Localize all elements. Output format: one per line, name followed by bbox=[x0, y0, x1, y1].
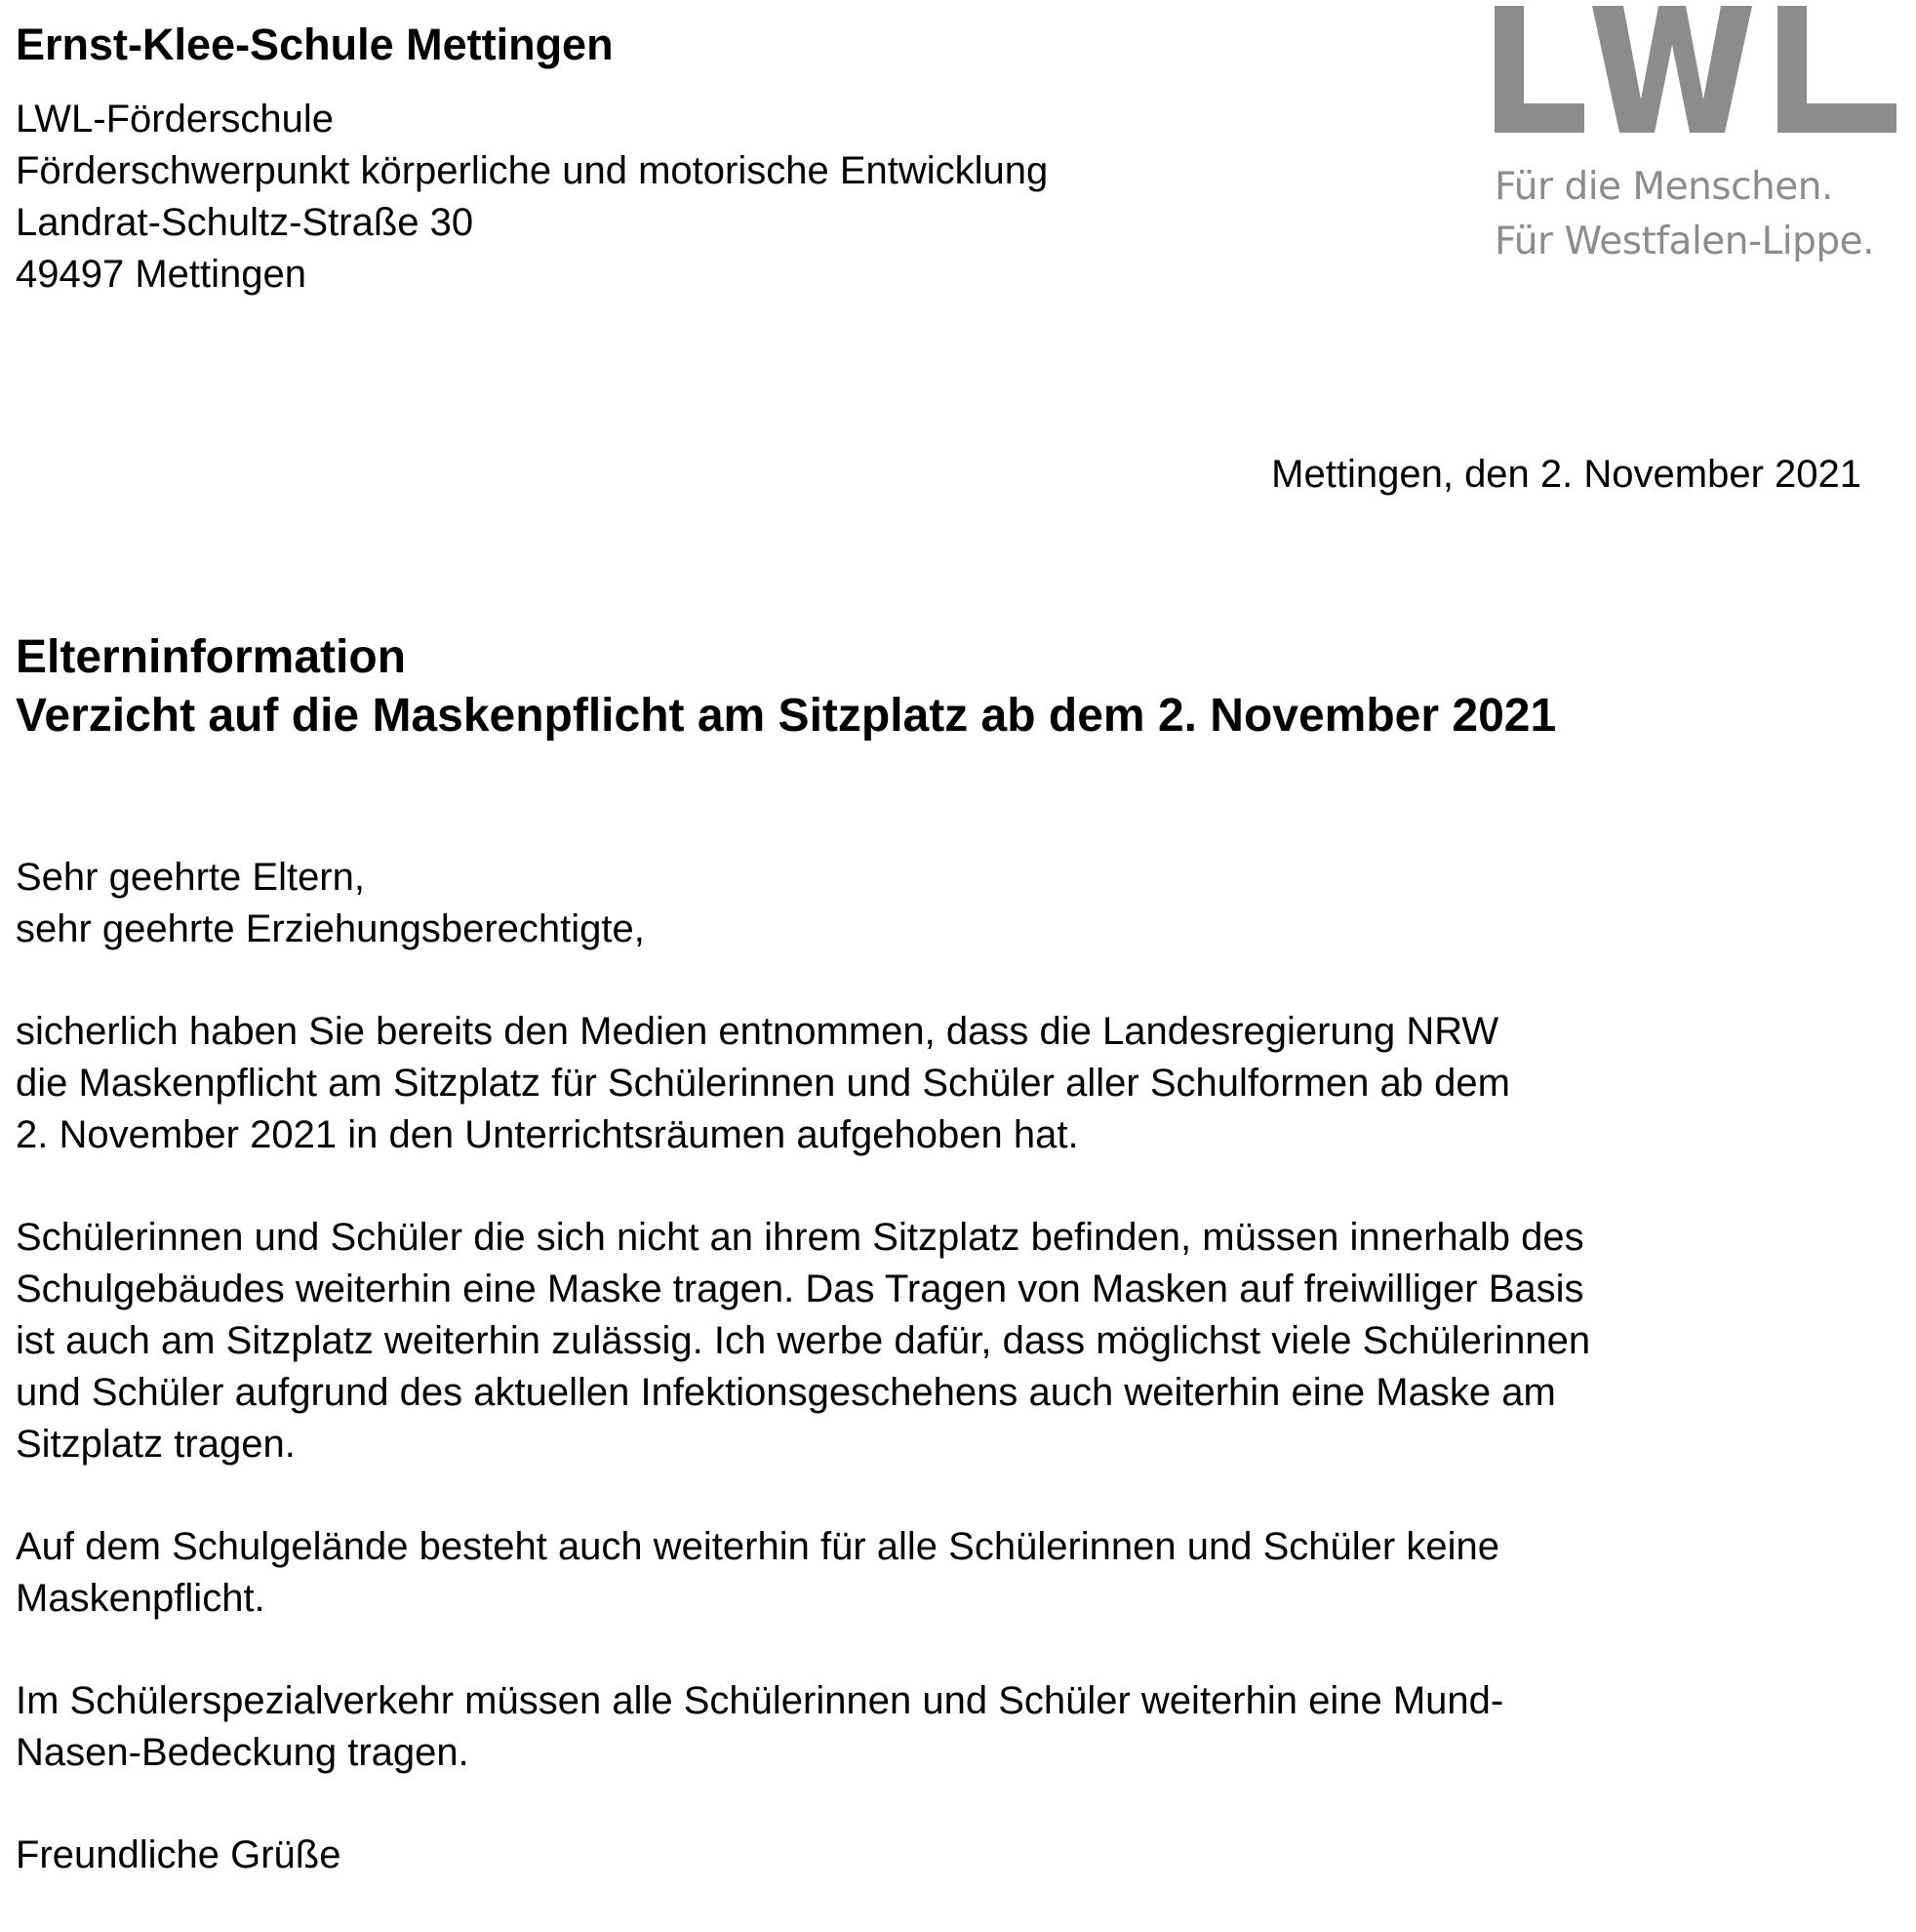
subject-block bbox=[16, 628, 1869, 745]
body-line: Schülerinnen und Schüler die sich nicht an ihrem Sitzplatz befinden, müssen innerhalb des bbox=[16, 1216, 1584, 1259]
body-line: Nasen-Bedeckung tragen. bbox=[16, 1731, 469, 1774]
lwl-wordmark-logo bbox=[1495, 6, 1896, 133]
subject-title: Elterninformation bbox=[16, 631, 407, 683]
body-line: und Schüler aufgrund des aktuellen Infektionsgeschehens auch weiterhin eine Maske am bbox=[16, 1371, 1556, 1414]
body-line: 2. November 2021 in den Unterrichtsräumen aufgehoben hat. bbox=[16, 1113, 1079, 1156]
body-paragraph bbox=[16, 1006, 1869, 1161]
body-line: Auf dem Schulgelände besteht auch weiterhin für alle Schülerinnen und Schüler keine bbox=[16, 1525, 1499, 1568]
body-line: Sitzplatz tragen. bbox=[16, 1423, 296, 1466]
address-line: LWL-Förderschule bbox=[16, 98, 335, 141]
address-line: 49497 Mettingen bbox=[16, 253, 307, 296]
salutation-paragraph bbox=[16, 852, 1869, 955]
body-paragraph bbox=[16, 1675, 1869, 1779]
body-line: Maskenpflicht. bbox=[16, 1577, 265, 1620]
body-line: sicherlich haben Sie bereits den Medien entnommen, dass die Landesregierung NRW bbox=[16, 1010, 1499, 1053]
body-line: Sehr geehrte Eltern, bbox=[16, 856, 365, 899]
body-line: Im Schülerspezialverkehr müssen alle Schülerinnen und Schüler weiterhin eine Mund- bbox=[16, 1679, 1504, 1722]
subject-subtitle: Verzicht auf die Maskenpflicht am Sitzplatz ab dem 2. November 2021 bbox=[16, 690, 1557, 742]
body-line: sehr geehrte Erziehungsberechtigte, bbox=[16, 907, 645, 950]
school-name: Ernst-Klee-Schule Mettingen bbox=[16, 20, 614, 69]
lwl-logo bbox=[1495, 6, 1904, 279]
letter-date: Mettingen, den 2. November 2021 bbox=[1271, 453, 1861, 496]
sender-block bbox=[16, 18, 1381, 301]
address-line: Förderschwerpunkt körperliche und motorische Entwicklung bbox=[16, 149, 1049, 192]
closing-paragraph bbox=[16, 1830, 1869, 1881]
logo-claim-line: Für Westfalen-Lippe. bbox=[1495, 220, 1875, 263]
logo-claim bbox=[1495, 160, 1904, 269]
body-line: Schulgebäudes weiterhin eine Maske tragen. Das Tragen von Masken auf freiwilliger Basis bbox=[16, 1268, 1584, 1310]
closing-line: Freundliche Grüße bbox=[16, 1833, 341, 1876]
address-line: Landrat-Schultz-Straße 30 bbox=[16, 201, 474, 244]
body-line: ist auch am Sitzplatz weiterhin zulässig. Ich werbe dafür, dass möglichst viele Schülerinnen bbox=[16, 1319, 1591, 1362]
body-paragraph bbox=[16, 1212, 1869, 1470]
letter-body bbox=[16, 852, 1869, 1932]
body-line: die Maskenpflicht am Sitzplatz für Schülerinnen und Schüler aller Schulformen ab dem bbox=[16, 1062, 1510, 1105]
logo-claim-line: Für die Menschen. bbox=[1495, 165, 1833, 209]
body-paragraph bbox=[16, 1521, 1869, 1625]
